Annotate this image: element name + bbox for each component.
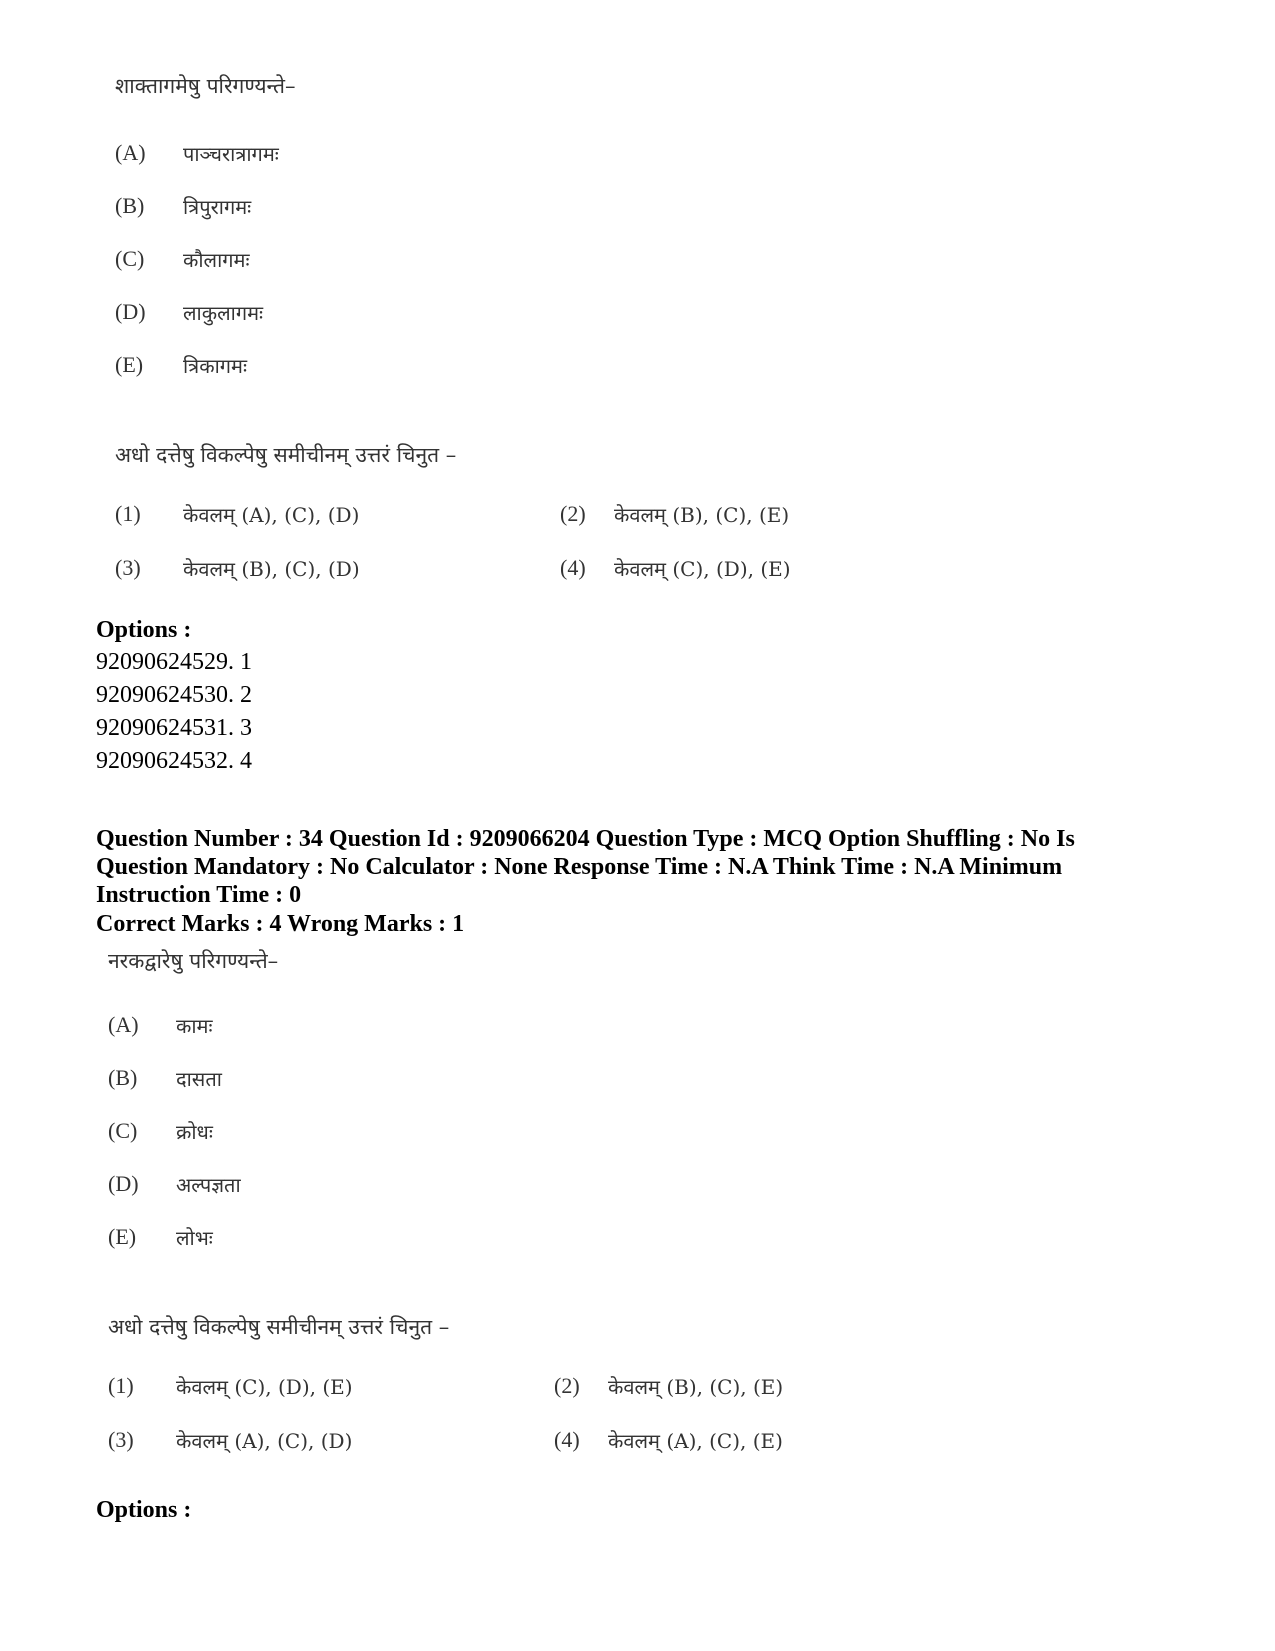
q1-choice-1-num: (1) [115,501,141,526]
q1-item-e-label: (E) [115,352,144,377]
q2-item-a-label: (A) [108,1012,139,1037]
q2-item-c-label: (C) [108,1118,138,1143]
q2-choice-3-num: (3) [108,1427,134,1452]
q1-choice-4-text: केवलम् (C), (D), (E) [614,557,791,581]
q2-choice-1-num: (1) [108,1373,134,1398]
q1-choice-2-text: केवलम् (B), (C), (E) [614,503,790,527]
q1-option-1: 92090624529. 1 [96,649,252,675]
q2-item-c-text: क्रोधः [176,1120,213,1144]
q2-choice-3-text: केवलम् (A), (C), (D) [176,1429,353,1453]
q2-options-heading: Options : [96,1497,192,1523]
q2-item-e-text: लोभः [176,1226,213,1250]
q1-option-2: 92090624530. 2 [96,682,252,708]
q1-item-b-label: (B) [115,193,145,218]
q2-marks: Correct Marks : 4 Wrong Marks : 1 [96,911,465,937]
q1-option-3: 92090624531. 3 [96,715,252,741]
q1-item-c-label: (C) [115,246,145,271]
q1-item-a-text: पाञ्चरात्रागमः [183,142,279,166]
q1-item-c-text: कौलागमः [183,248,250,272]
q1-choice-1-text: केवलम् (A), (C), (D) [183,503,360,527]
q1-item-b-text: त्रिपुरागमः [183,195,252,219]
q2-choice-4-text: केवलम् (A), (C), (E) [608,1429,783,1453]
q2-choice-2-num: (2) [554,1373,580,1398]
q1-item-a-label: (A) [115,140,146,165]
question-34-header [96,825,1176,909]
q2-choice-1-text: केवलम् (C), (D), (E) [176,1375,353,1399]
q2-item-d-label: (D) [108,1171,139,1196]
q2-item-b-label: (B) [108,1065,138,1090]
q1-choice-2-num: (2) [560,501,586,526]
q2-choice-4-num: (4) [554,1427,580,1452]
q2-instruction: अधो दत्तेषु विकल्पेषु समीचीनम् उत्तरं चिनुत – [108,1315,450,1339]
q1-option-4: 92090624532. 4 [96,748,252,774]
q2-item-a-text: कामः [176,1014,213,1038]
q1-options-heading: Options : [96,617,192,643]
q1-instruction: अधो दत्तेषु विकल्पेषु समीचीनम् उत्तरं चिनुत – [115,443,457,467]
q1-item-d-label: (D) [115,299,146,324]
q1-choice-3-num: (3) [115,555,141,580]
q1-choice-3-text: केवलम् (B), (C), (D) [183,557,360,581]
q2-header-line1: Question Number : 34 Question Id : 9209066204 Question Type : MCQ Option Shuffling : No Is [96,826,1075,852]
q1-item-d-text: लाकुलागमः [183,301,264,325]
q2-item-d-text: अल्पज्ञता [176,1173,241,1197]
q2-header-line2: Question Mandatory : No Calculator : None Response Time : N.A Think Time : N.A Minimum [96,854,1063,880]
q2-item-e-label: (E) [108,1224,137,1249]
q1-choice-4-num: (4) [560,555,586,580]
question-33-stem: शाक्तागमेषु परिगण्यन्ते– [115,74,296,98]
q2-header-line3: Instruction Time : 0 [96,882,302,908]
q2-choice-2-text: केवलम् (B), (C), (E) [608,1375,784,1399]
q2-item-b-text: दासता [176,1067,222,1091]
q1-item-e-text: त्रिकागमः [183,354,248,378]
question-34-stem: नरकद्वारेषु परिगण्यन्ते– [108,949,279,973]
